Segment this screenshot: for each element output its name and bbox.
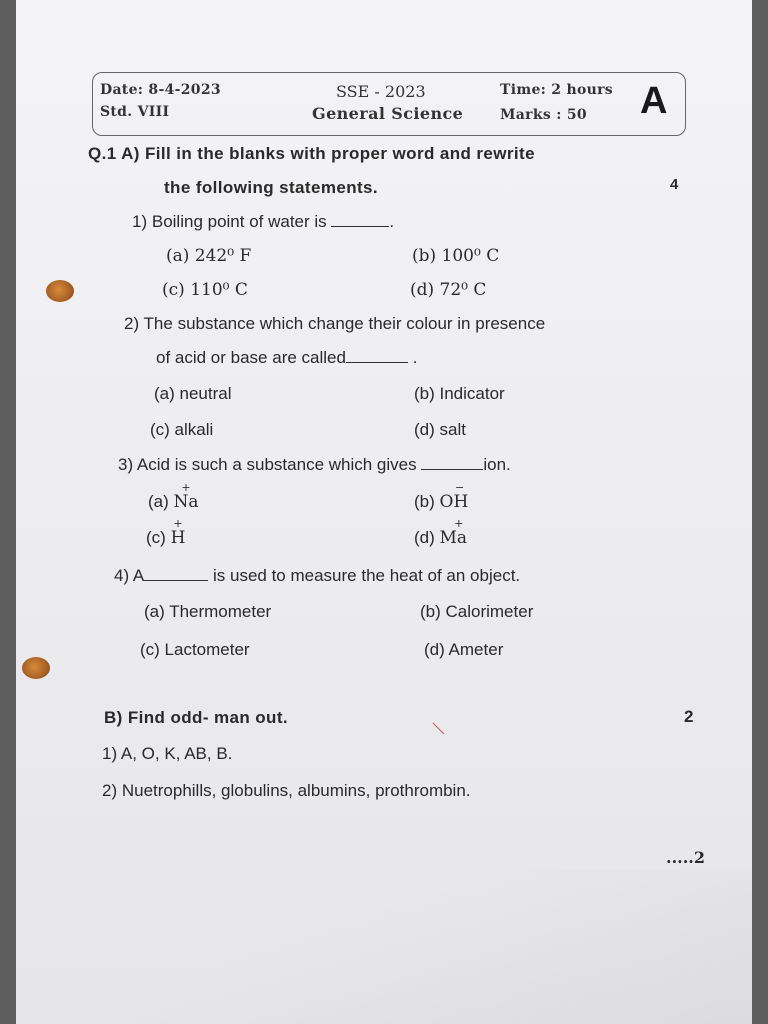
question-end: ion. <box>483 455 511 474</box>
ion-symbol: OH <box>439 492 469 512</box>
standard: Std. VIII <box>100 104 170 120</box>
page-continued: .....2 <box>666 848 705 867</box>
answer-blank <box>421 469 483 470</box>
ion-h <box>170 517 186 548</box>
option-d: (d) salt <box>414 420 466 439</box>
paper-fold-shadow <box>16 870 752 1024</box>
option-c <box>146 517 186 548</box>
option-label: (c) <box>146 528 166 547</box>
option-c: (c) Lactometer <box>140 640 250 659</box>
option-b: (b) Calorimeter <box>420 602 534 621</box>
option-c: (c) alkali <box>150 420 214 439</box>
question-3 <box>118 455 511 475</box>
question-end: . <box>389 212 395 231</box>
question-number: 2) <box>124 314 140 333</box>
option-a <box>148 481 199 512</box>
section-b-marks: 2 <box>684 707 694 726</box>
option-b <box>414 481 469 512</box>
charge-minus: − <box>455 481 465 494</box>
option-d <box>414 517 468 548</box>
charge-plus: + <box>454 517 464 530</box>
total-marks: Marks : 50 <box>500 107 587 123</box>
answer-blank <box>144 580 208 581</box>
option-a: (a) Thermometer <box>144 602 272 621</box>
option-b: (b) Indicator <box>414 384 505 403</box>
punch-hole-bottom <box>22 657 50 679</box>
section-b-item-1: 1) A, O, K, AB, B. <box>102 744 233 763</box>
option-a: (a) neutral <box>154 384 232 403</box>
section-b-heading: B) Find odd- man out. <box>104 708 289 727</box>
option-d: (d) 72⁰ C <box>410 280 487 300</box>
section-a-marks: 4 <box>670 176 679 193</box>
question-number: 4) <box>114 566 130 585</box>
ion-symbol: Na <box>173 492 199 512</box>
question-text: Acid is such a substance which gives <box>136 455 417 474</box>
subject-name: General Science <box>312 104 464 123</box>
option-b: (b) 100⁰ C <box>412 246 500 266</box>
question-text: A <box>132 566 145 585</box>
ion-symbol: Ma <box>439 528 468 548</box>
question-text: Boiling point of water is <box>151 212 327 231</box>
exam-time: Time: 2 hours <box>500 82 613 98</box>
option-label: (b) <box>414 492 435 511</box>
pencil-mark <box>432 722 446 736</box>
option-d: (d) Ameter <box>424 640 504 659</box>
question-4 <box>114 566 520 586</box>
question-text-cont: of acid or base are called <box>156 348 346 367</box>
punch-hole-top <box>46 280 74 302</box>
question-end: is used to measure the heat of an object. <box>213 566 521 585</box>
question-end: . <box>412 348 418 367</box>
question-2 <box>124 314 545 334</box>
ion-na <box>173 481 199 512</box>
charge-plus: + <box>181 481 191 494</box>
answer-blank <box>346 362 408 363</box>
exam-date: Date: 8-4-2023 <box>100 82 221 98</box>
section-b-item-2: 2) Nuetrophills, globulins, albumins, prothrombin. <box>102 781 471 800</box>
question-text: The substance which change their colour in presence <box>143 314 546 333</box>
question-number: 1) <box>132 212 148 231</box>
ion-oh <box>439 481 469 512</box>
question-2-cont <box>156 348 417 368</box>
option-label: (a) <box>148 492 169 511</box>
question-number: 3) <box>118 455 134 474</box>
answer-blank <box>331 226 389 227</box>
option-a: (a) 242⁰ F <box>166 246 252 266</box>
paper-set-letter: A <box>640 80 668 122</box>
ion-ma <box>439 517 468 548</box>
option-label: (d) <box>414 528 435 547</box>
section-a-heading: Q.1 A) Fill in the blanks with proper word and rewrite <box>88 144 535 163</box>
question-1 <box>132 212 394 232</box>
option-c: (c) 110⁰ C <box>162 280 248 300</box>
section-a-heading-cont: the following statements. <box>164 178 379 197</box>
charge-plus: + <box>173 517 183 530</box>
ion-symbol: H <box>170 528 186 548</box>
exam-name: SSE - 2023 <box>336 82 426 101</box>
